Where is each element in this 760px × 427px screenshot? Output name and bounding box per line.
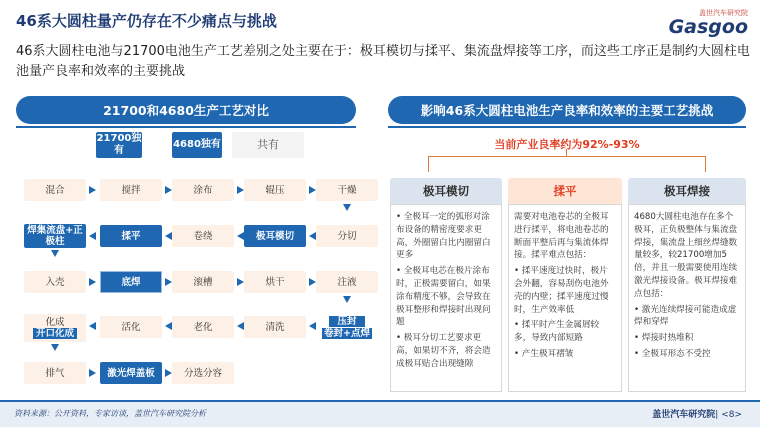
step-hunhe: 混合 [24, 179, 86, 201]
col-title-3: 极耳焊接 [664, 184, 710, 198]
legend-21700-only: 21700独有 [96, 133, 142, 156]
left-header-line [16, 126, 356, 128]
arrow-icon [309, 186, 316, 194]
right-header-line [388, 126, 746, 128]
step-gunzao: 滚槽 [172, 271, 234, 293]
arrow-down-icon [343, 204, 351, 211]
arrow-left-icon [309, 322, 316, 330]
arrow-icon [237, 186, 244, 194]
arrow-icon [165, 369, 172, 377]
step-fengkou-a: 压封 [329, 316, 364, 327]
arrow-icon [89, 369, 96, 377]
footer-org: 盖世汽车研究院 [652, 410, 716, 420]
step-huacheng [24, 314, 86, 342]
col-title-1: 极耳模切 [423, 184, 469, 198]
step-fengkou [316, 312, 378, 342]
arrow-icon [89, 186, 96, 194]
step-huacheng-a: 化成 [45, 317, 65, 328]
col-title-2: 揉平 [553, 184, 577, 198]
step-jiguang: 激光焊盖板 [100, 362, 162, 384]
page-number [652, 407, 742, 420]
step-fenqie: 分切 [316, 225, 378, 247]
logo-brand: Gasgoo [668, 16, 748, 38]
intro-text: 46系大圆柱电池与21700电池生产工艺差别之处主要在于：极耳模切与揉平、集流盘焊接等工序，而这些工序正是制约大圆柱电池量产良率和效率的主要挑战 [16, 44, 750, 79]
step-qingxi: 清洗 [244, 316, 306, 338]
col-body-3 [628, 204, 746, 392]
step-rouping: 揉平 [100, 225, 162, 247]
col2-para4: • 产生极耳褶皱 [514, 348, 574, 359]
col1-para2: • 全极耳电芯在极片涂布时，正极需要留白，如果涂布精度不够，会导致在极耳整形和焊接时出现问题 [396, 266, 491, 328]
step-gunya: 辊压 [244, 179, 306, 201]
arrow-icon [165, 186, 172, 194]
col2-para1: 需要对电池卷芯的全极耳进行揉平，将电池卷芯的断面平整后再与集流体焊接。揉平难点包括： [514, 212, 609, 261]
arrow-left-icon [165, 322, 172, 330]
legend-4680-only: 4680独有 [172, 132, 222, 158]
col2-para3: • 揉平时产生金属屑较多，导致内部短路 [514, 320, 600, 344]
right-panel-header: 影响46系大圆柱电池生产良率和效率的主要工艺挑战 [388, 96, 746, 124]
step-huacheng-b: 开口化成 [33, 328, 77, 339]
yield-rate: 当前产业良率约为92%-93% [494, 138, 640, 151]
arrow-left-icon [237, 322, 244, 330]
source-note: 资料来源：公开资料，专家访谈，盖世汽车研究院分析 [14, 409, 206, 418]
step-dihan: 底焊 [100, 271, 162, 293]
step-paiqi: 排气 [24, 362, 86, 384]
step-tubu: 涂布 [172, 179, 234, 201]
step-jiaoban: 搅拌 [100, 179, 162, 201]
arrow-down-icon [51, 250, 59, 257]
arrow-left-icon [89, 232, 96, 240]
step-hanjiliupan: 焊集流盘+正极柱 [24, 224, 86, 248]
step-ruke: 入壳 [24, 271, 86, 293]
col3-para2: • 激光连续焊接可能造成虚焊和穿焊 [634, 304, 737, 328]
arrow-down-icon [51, 344, 59, 351]
arrow-icon [89, 278, 96, 286]
col2-para2: • 揉平速度过快时，极片会外翻，容易刮伤电池外壳的内壁；揉平速度过慢时，生产效率低 [514, 266, 609, 315]
col3-para1: 4680大圆柱电池存在多个极耳，正负极整体与集流盘焊接，集流盘上细丝焊缝数量较多，较21700增加5倍，并且一般需要使用连续激光焊接设备。极耳焊接难点包括： [634, 212, 738, 299]
step-ganzao: 干燥 [316, 179, 378, 201]
legend-common: 共有 [232, 132, 304, 158]
step-jierm: 极耳模切 [244, 225, 306, 247]
arrow-left-icon [309, 232, 316, 240]
step-zhuye: 注液 [316, 271, 378, 293]
arrow-down-icon [343, 296, 351, 303]
gasgoo-logo [628, 6, 748, 40]
step-fenxuan: 分选分容 [172, 362, 234, 384]
step-laohua: 老化 [172, 316, 234, 338]
col-body-1 [390, 204, 502, 392]
col3-para4: • 全极耳形态不受控 [634, 348, 711, 359]
logo-subtitle: 盖世汽车研究院 [699, 9, 748, 17]
step-fengkou-b: 卷封+点焊 [324, 327, 370, 339]
col3-para3: • 焊接时热堆积 [634, 333, 694, 344]
left-panel-header: 21700和4680生产工艺对比 [16, 96, 356, 124]
arrow-icon [237, 278, 244, 286]
page-title: 46系大圆柱量产仍存在不少痛点与挑战 [16, 12, 277, 30]
arrow-left-icon [89, 322, 96, 330]
arrow-left-icon [237, 232, 244, 240]
col1-para1: • 全极耳一定的弧形对涂布设备的精密度要求更高，外圈留白比内圈留白更多 [396, 212, 491, 261]
step-huohua: 活化 [100, 316, 162, 338]
footer-page: | <8> [715, 410, 742, 420]
arrow-icon [165, 278, 172, 286]
step-honggan: 烘干 [244, 271, 306, 293]
bracket-stem [566, 149, 567, 157]
bracket-connector [428, 156, 706, 172]
col1-para3: • 极耳分切工艺要求更高，如果切不齐，将会造成极耳贴合出现缝隙 [396, 333, 491, 369]
arrow-icon [309, 278, 316, 286]
col-body-2 [508, 204, 622, 392]
step-juanrao: 卷绕 [172, 225, 234, 247]
arrow-left-icon [165, 232, 172, 240]
